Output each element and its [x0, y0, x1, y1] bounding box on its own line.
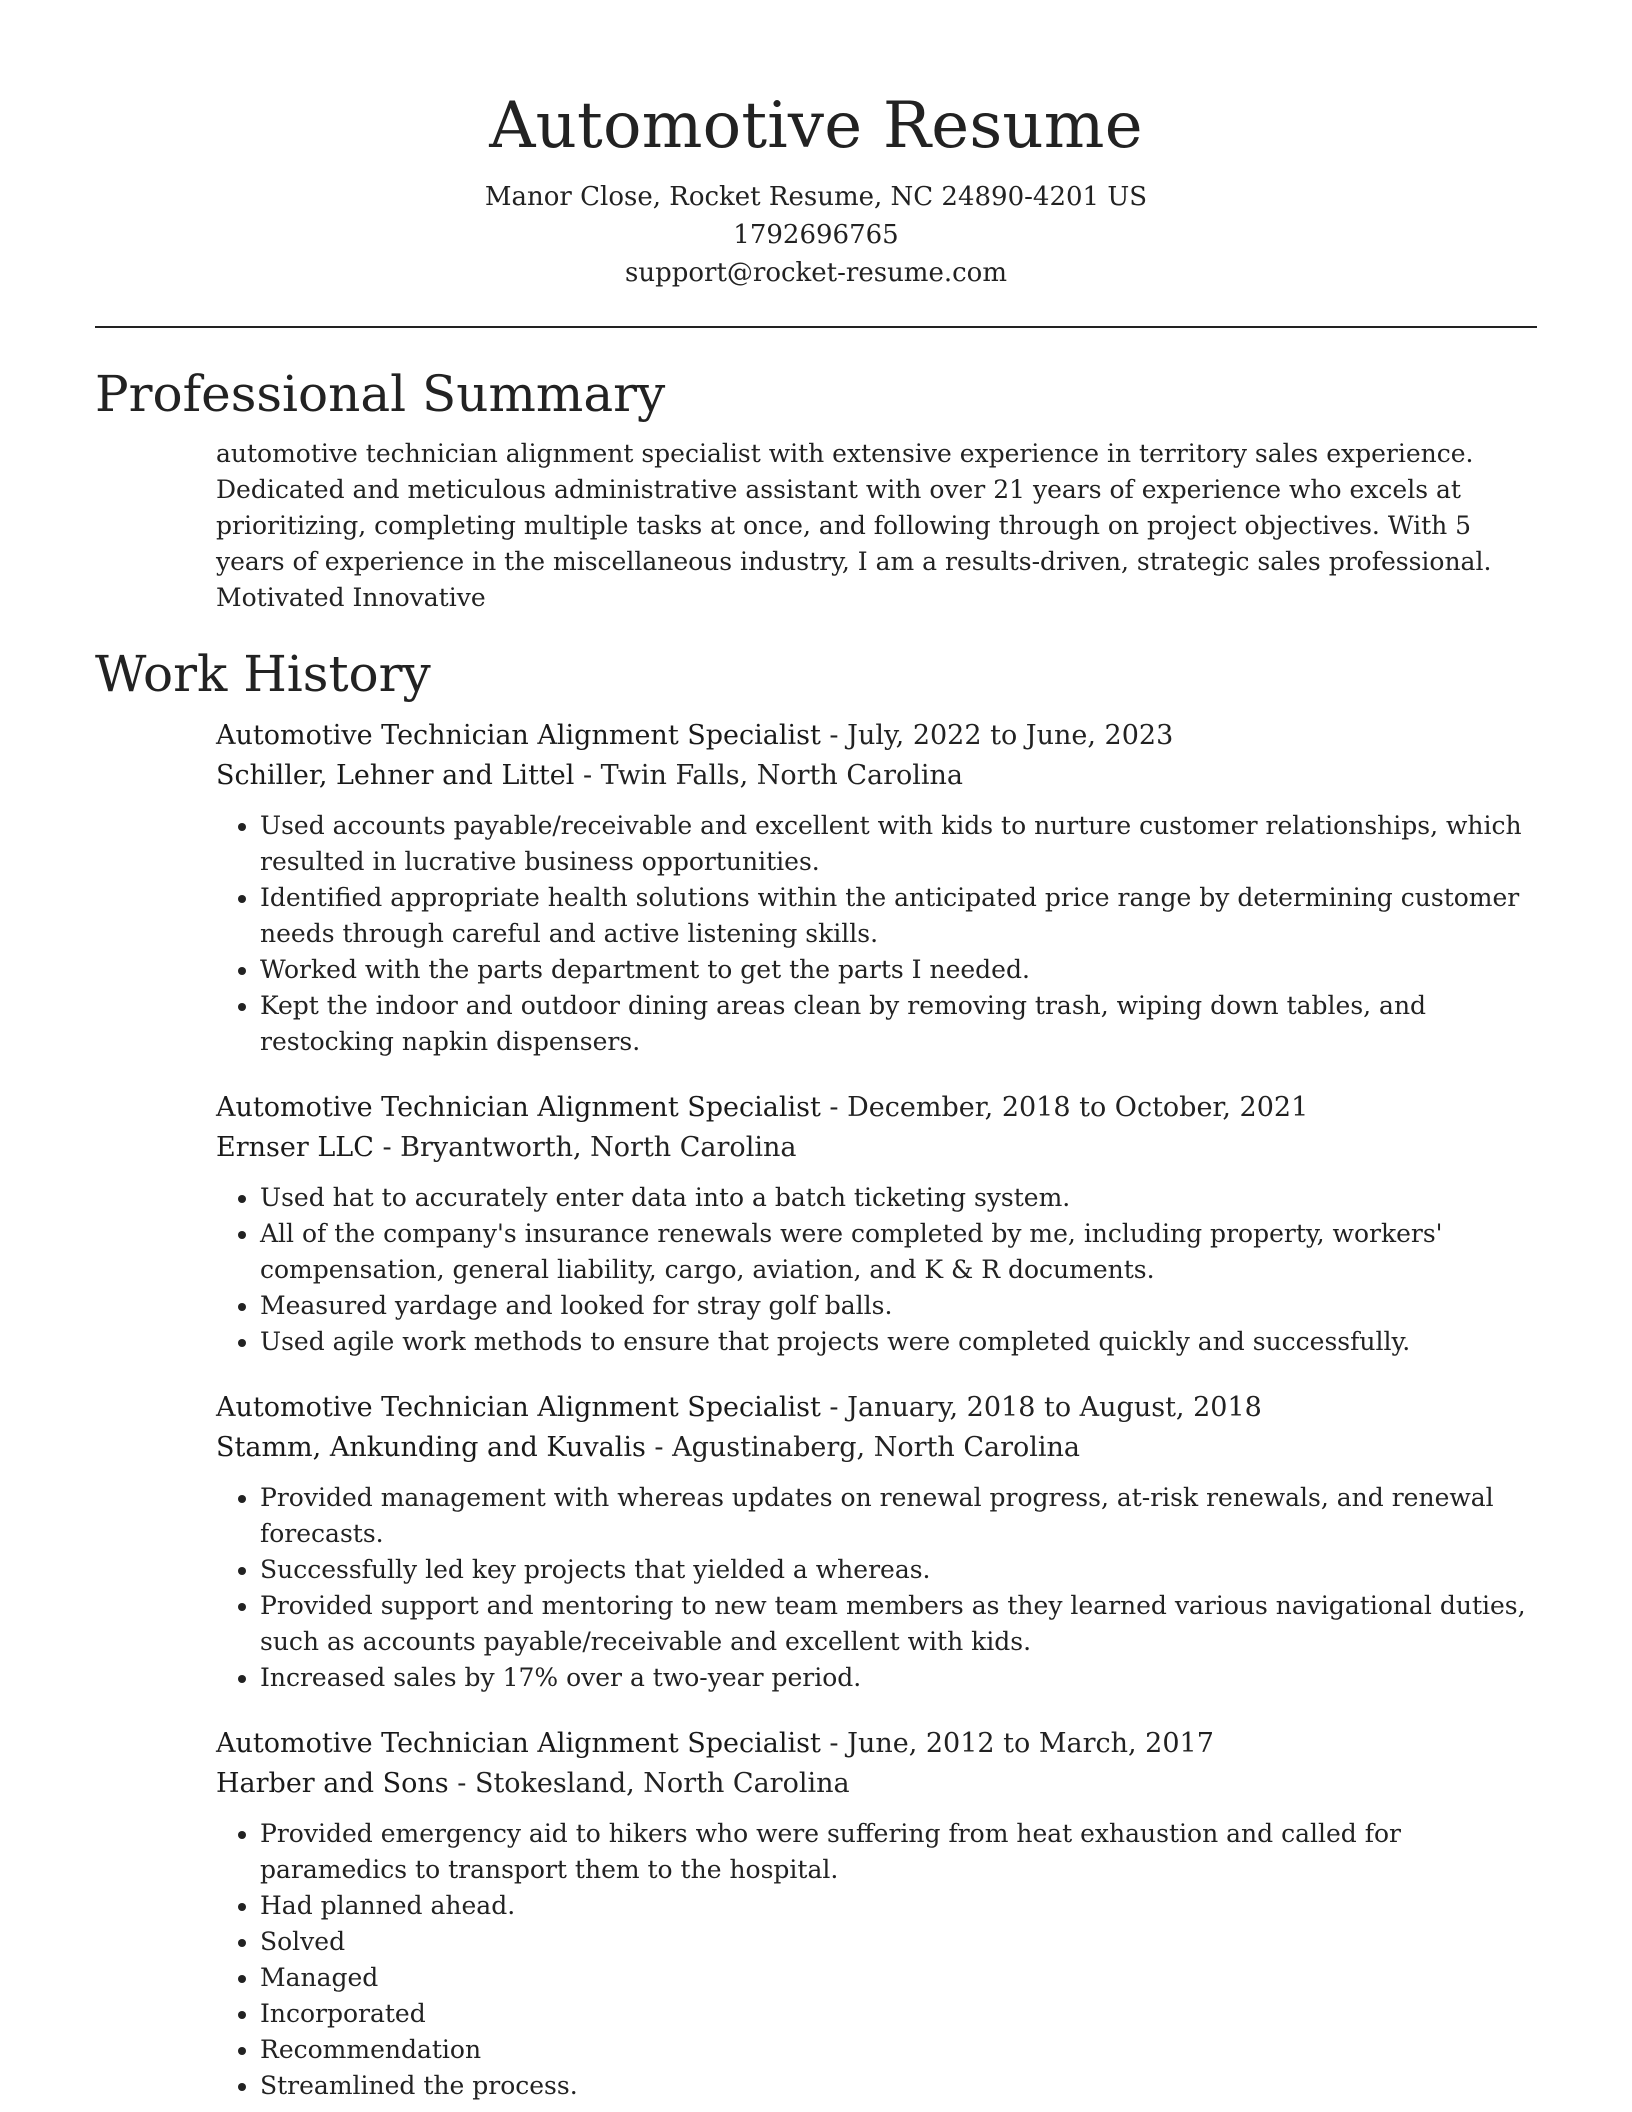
job-bullet: • All of the company's insurance renewals were completed by me, including property, workers' compensation, general liability, cargo, aviation, and K & R documents. [260, 1216, 1537, 1288]
job-bullet: • Provided management with whereas updates on renewal progress, at-risk renewals, and renewal forecasts. [260, 1480, 1537, 1552]
job-bullet: • Successfully led key projects that yielded a whereas. [260, 1552, 1537, 1588]
job-role: Automotive Technician Alignment Specialist [216, 1092, 821, 1123]
job-bullets [216, 1480, 1537, 1696]
job-bullet: • Solved [260, 1924, 1537, 1960]
job-title-line [216, 1388, 1537, 1428]
professional-summary-section [95, 364, 1537, 616]
job-company: Ernser LLC [216, 1132, 374, 1163]
job-entry [216, 1388, 1537, 1696]
job-company: Stamm, Ankunding and Kuvalis [216, 1432, 646, 1463]
job-bullets [216, 808, 1537, 1060]
job-dates: - June, 2012 to March, 2017 [820, 1728, 1214, 1759]
job-title-line [216, 1724, 1537, 1764]
job-title-line [216, 1088, 1537, 1128]
job-bullet: • Managed [260, 1960, 1537, 1996]
job-dates: - January, 2018 to August, 2018 [820, 1392, 1262, 1423]
job-company: Schiller, Lehner and Littel [216, 760, 575, 791]
job-title-line [216, 716, 1537, 756]
job-bullet: • Measured yardage and looked for stray golf balls. [260, 1288, 1537, 1324]
job-location: - Twin Falls, North Carolina [574, 760, 964, 791]
job-dates: - December, 2018 to October, 2021 [820, 1092, 1309, 1123]
job-bullets [216, 1816, 1537, 2104]
job-company-line [216, 1764, 1537, 1804]
job-dates: - July, 2022 to June, 2023 [820, 720, 1174, 751]
resume-header [95, 0, 1537, 292]
job-bullet: • Used hat to accurately enter data into a batch ticketing system. [260, 1180, 1537, 1216]
contact-email: support@rocket-resume.com [624, 258, 1007, 288]
contact-address: Manor Close, Rocket Resume, NC 24890-4201 US [484, 182, 1148, 212]
job-entry [216, 716, 1537, 1060]
header-divider [95, 326, 1537, 328]
job-bullet: • Identified appropriate health solutions within the anticipated price range by determining customer needs through careful and active listening skills. [260, 880, 1537, 952]
work-history-heading: Work History [95, 645, 431, 703]
job-company-line [216, 756, 1537, 796]
job-company-line [216, 1128, 1537, 1168]
job-role: Automotive Technician Alignment Specialist [216, 1392, 821, 1423]
work-history-body [95, 716, 1537, 2104]
work-history-section [95, 644, 1537, 2104]
job-bullet: • Streamlined the process. [260, 2068, 1537, 2104]
summary-heading: Professional Summary [95, 365, 666, 423]
job-bullet: • Used agile work methods to ensure that projects were completed quickly and successfully. [260, 1324, 1537, 1360]
job-role: Automotive Technician Alignment Specialist [216, 720, 821, 751]
job-entry [216, 1724, 1537, 2104]
contact-phone: 1792696765 [733, 220, 899, 250]
job-role: Automotive Technician Alignment Specialist [216, 1728, 821, 1759]
job-location: - Bryantworth, North Carolina [373, 1132, 797, 1163]
resume-name: Automotive Resume [489, 89, 1143, 163]
job-bullet: • Used accounts payable/receivable and excellent with kids to nurture customer relationships, which resulted in lucrative business opportunities. [260, 808, 1537, 880]
job-company: Harber and Sons [216, 1768, 449, 1799]
job-bullet: • Worked with the parts department to get the parts I needed. [260, 952, 1537, 988]
job-bullet: • Increased sales by 17% over a two-year period. [260, 1660, 1537, 1696]
summary-text: automotive technician alignment specialist with extensive experience in territory sales experience. Dedicated and meticulous administrative assistant with over 21 years of experience who excels at prioritizing, completing multiple tasks at once, and following through on project objectives. With 5 years of experience in the miscellaneous industry, I am a results-driven, strategic sales professional. Motivated Innovative [216, 439, 1492, 612]
summary-body [95, 436, 1537, 616]
job-company-line [216, 1428, 1537, 1468]
contact-block [95, 178, 1537, 292]
job-bullet: • Kept the indoor and outdoor dining areas clean by removing trash, wiping down tables, and restocking napkin dispensers. [260, 988, 1537, 1060]
job-entry [216, 1088, 1537, 1360]
job-bullet: • Recommendation [260, 2032, 1537, 2068]
job-bullet: • Incorporated [260, 1996, 1537, 2032]
job-bullet: • Provided support and mentoring to new team members as they learned various navigational duties, such as accounts payable/receivable and excellent with kids. [260, 1588, 1537, 1660]
job-bullet: • Had planned ahead. [260, 1888, 1537, 1924]
job-location: - Stokesland, North Carolina [448, 1768, 850, 1799]
job-bullet: • Provided emergency aid to hikers who were suffering from heat exhaustion and called for paramedics to transport them to the hospital. [260, 1816, 1537, 1888]
job-bullets [216, 1180, 1537, 1360]
job-location: - Agustinaberg, North Carolina [645, 1432, 1081, 1463]
